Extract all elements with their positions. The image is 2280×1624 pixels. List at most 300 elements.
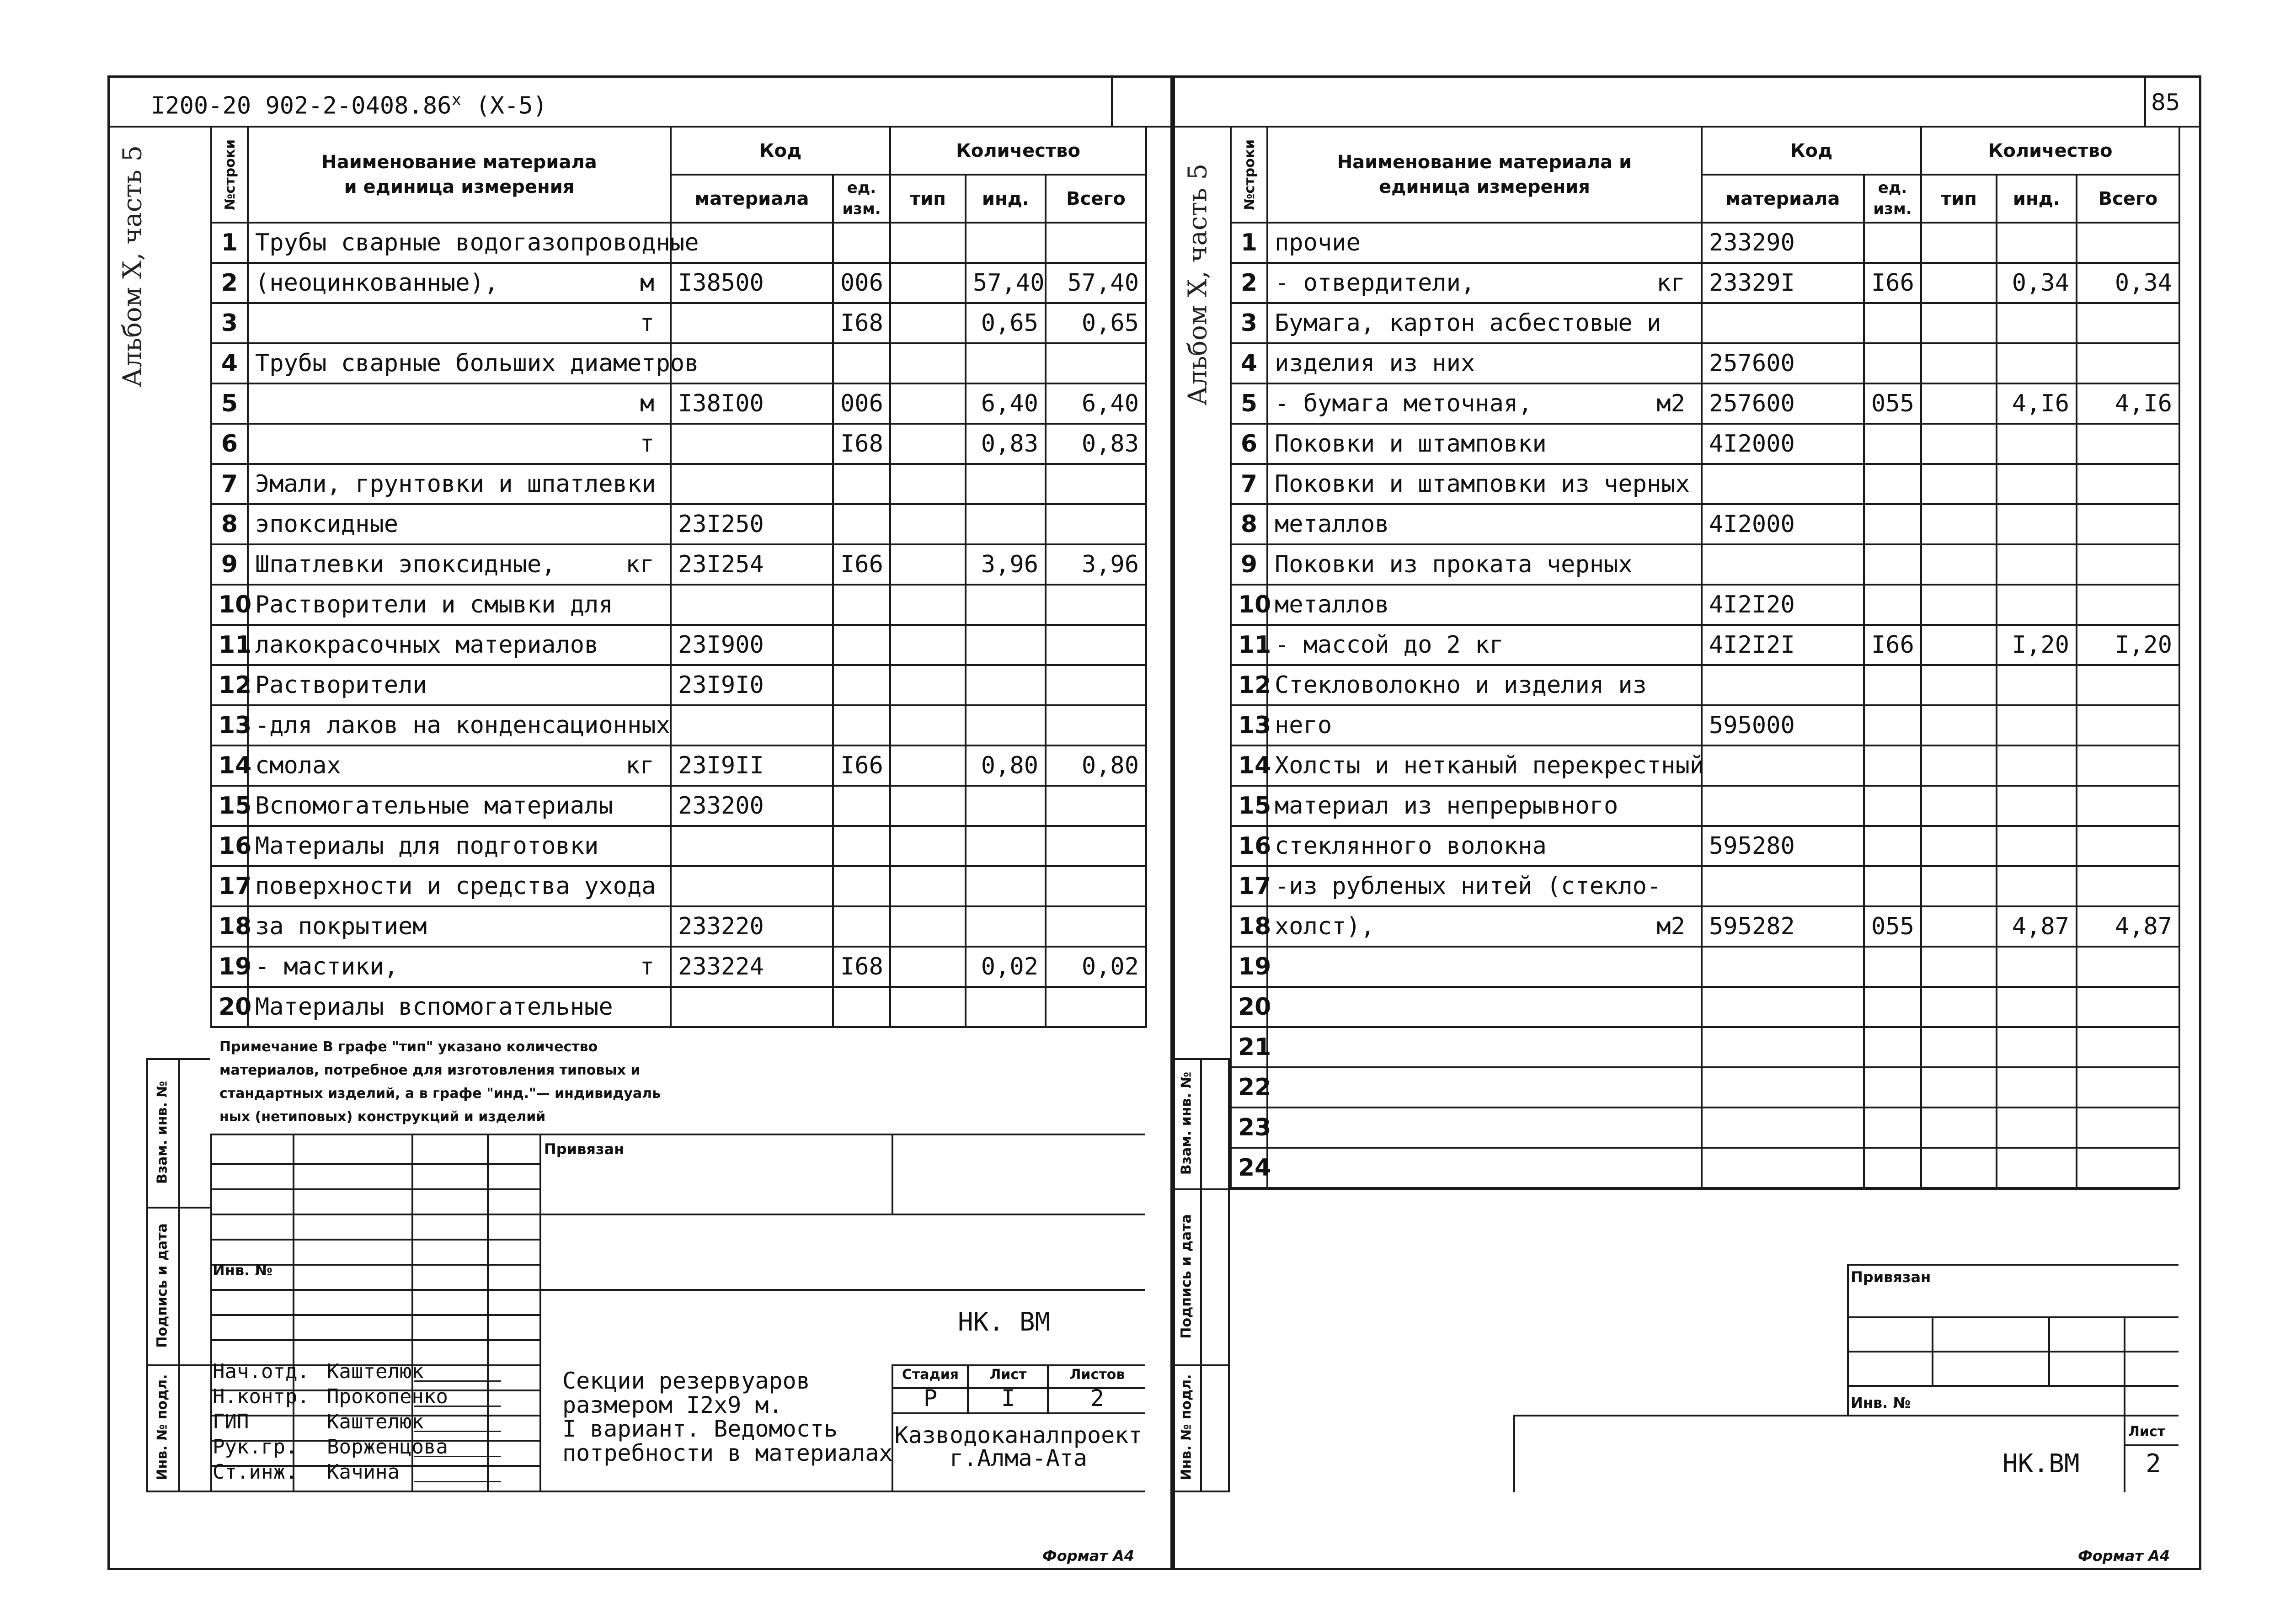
table-row	[1231, 504, 2179, 544]
table-row	[1231, 786, 2179, 826]
right-col-row-number: №строки	[1231, 127, 1267, 223]
material-code	[1702, 987, 1864, 1027]
row-number: 1	[211, 223, 248, 263]
unit-code	[1864, 585, 1921, 625]
material-code	[1702, 303, 1864, 343]
qty-individual	[1997, 464, 2077, 504]
row-number: 6	[211, 424, 248, 464]
material-code: 233200	[671, 786, 833, 826]
material-code	[671, 424, 833, 464]
qty-total	[1046, 906, 1146, 947]
table-row	[211, 303, 1146, 343]
material-name-text: Вспомогательные материалы	[255, 792, 613, 820]
table-row	[211, 585, 1146, 625]
qty-individual	[966, 987, 1046, 1027]
tb-line-c	[892, 1364, 1145, 1366]
qty-individual	[1997, 665, 2077, 705]
table-row	[211, 665, 1146, 705]
qty-type	[1921, 906, 1997, 947]
role-label: ГИП	[213, 1410, 249, 1433]
unit-of-measure: кг	[625, 551, 654, 578]
qty-individual: 0,80	[966, 745, 1046, 786]
table-row	[1231, 383, 2179, 424]
right-header-divider	[2144, 75, 2146, 126]
row-number: 18	[1231, 906, 1267, 947]
qty-total	[2077, 1027, 2179, 1067]
unit-code: I66	[833, 544, 890, 585]
material-code	[671, 705, 833, 745]
right-stamp-inv: Инв. № подл.	[1178, 1374, 1195, 1480]
qty-individual	[966, 343, 1046, 383]
row-number: 12	[1231, 665, 1267, 705]
qty-total: 0,80	[1046, 745, 1146, 786]
table-row	[211, 866, 1146, 906]
material-code	[1702, 1108, 1864, 1148]
stage-value: Р	[923, 1385, 938, 1411]
qty-total	[1046, 826, 1146, 866]
left-privyazan: Привязан	[544, 1140, 625, 1158]
material-name-text: Материалы для подготовки	[255, 832, 599, 860]
col-code-material: материала	[671, 175, 833, 223]
qty-type	[890, 665, 966, 705]
qty-total: 0,65	[1046, 303, 1146, 343]
material-name	[1267, 826, 1702, 866]
signature-mark	[414, 1383, 509, 1407]
sheet-label: Лист	[989, 1367, 1027, 1383]
left-stamp-vzam: Взам. инв. №	[154, 1081, 171, 1184]
qty-type	[1921, 343, 1997, 383]
role-label: Нач.отд.	[213, 1360, 310, 1383]
sig-row-line	[210, 1239, 539, 1241]
col-qty-total: Всего	[1046, 175, 1146, 223]
material-name	[1267, 223, 1702, 263]
material-name	[248, 343, 699, 383]
table-row	[1231, 866, 2179, 906]
material-name	[1267, 263, 1702, 303]
row-number: 10	[1231, 585, 1267, 625]
qty-type	[890, 424, 966, 464]
qty-individual	[966, 665, 1046, 705]
unit-code	[833, 585, 890, 625]
row-number: 4	[1231, 343, 1267, 383]
table-row	[1231, 1108, 2179, 1148]
table-row	[211, 464, 1146, 504]
material-name	[1267, 1108, 1702, 1148]
material-code	[671, 464, 833, 504]
table-row	[1231, 947, 2179, 987]
qty-individual	[1997, 223, 2077, 263]
sheets-value: 2	[1090, 1385, 1105, 1411]
table-row	[1231, 625, 2179, 665]
sig-row-line	[210, 1188, 539, 1190]
material-name-text: - массой до 2 кг	[1275, 631, 1504, 659]
table-row	[1231, 705, 2179, 745]
unit-code	[1864, 544, 1921, 585]
left-stamp-line-2	[146, 1364, 210, 1366]
row-number: 2	[211, 263, 248, 303]
unit-code	[1864, 1108, 1921, 1148]
material-code	[671, 826, 833, 866]
row-number: 8	[211, 504, 248, 544]
qty-individual	[1997, 705, 2077, 745]
material-name	[248, 544, 671, 585]
unit-of-measure: м	[640, 269, 654, 297]
qty-type	[1921, 987, 1997, 1027]
qty-type	[1921, 625, 1997, 665]
table-row	[1231, 665, 2179, 705]
qty-individual: 4,I6	[1997, 383, 2077, 424]
unit-code: I68	[833, 947, 890, 987]
row-number: 14	[211, 745, 248, 786]
qty-individual: 0,83	[966, 424, 1046, 464]
qty-total	[1046, 705, 1146, 745]
qty-total	[1046, 585, 1146, 625]
unit-code	[833, 866, 890, 906]
unit-code	[1864, 504, 1921, 544]
qty-total	[2077, 947, 2179, 987]
unit-code	[833, 705, 890, 745]
row-number: 5	[1231, 383, 1267, 424]
table-row	[211, 424, 1146, 464]
unit-code: I66	[833, 745, 890, 786]
left-doc-title: Секции резервуаров размером I2x9 м. I вариант. Ведомость потребности в материалах	[562, 1368, 893, 1466]
row-number: 23	[1231, 1108, 1267, 1148]
qty-individual	[1997, 1148, 2077, 1188]
qty-type	[890, 705, 966, 745]
qty-type	[1921, 1027, 1997, 1067]
material-code	[671, 987, 833, 1027]
unit-code	[1864, 665, 1921, 705]
qty-individual	[966, 625, 1046, 665]
material-code: 257600	[1702, 343, 1864, 383]
qty-total	[2077, 585, 2179, 625]
material-code: 23I254	[671, 544, 833, 585]
material-name-text: Растворители	[255, 671, 427, 699]
row-number: 9	[1231, 544, 1267, 585]
right-inv-no: Инв. №	[1851, 1394, 1911, 1411]
left-album-label: Альбом X, часть 5	[117, 145, 148, 388]
material-name	[248, 826, 671, 866]
unit-code: I66	[1864, 625, 1921, 665]
left-inv-no: Инв. №	[213, 1262, 272, 1279]
col-code: Код	[671, 127, 890, 175]
material-name-text: Стекловолокно и изделия из	[1275, 671, 1647, 699]
table-row	[1231, 464, 2179, 504]
left-header-divider	[1111, 75, 1113, 126]
row-number: 16	[1231, 826, 1267, 866]
qty-type	[890, 585, 966, 625]
left-stamp-line-1	[146, 1207, 210, 1209]
qty-total: 0,02	[1046, 947, 1146, 987]
material-code	[1702, 665, 1864, 705]
qty-individual	[1997, 303, 2077, 343]
qty-type	[890, 223, 966, 263]
signature-mark	[414, 1358, 509, 1382]
qty-individual	[1997, 1108, 2077, 1148]
unit-of-measure: кг	[1656, 269, 1685, 297]
qty-total: 0,34	[2077, 263, 2179, 303]
left-note: Примечание В графе "тип" указано количество материалов, потребное для изготовления типовых и стандартных изделий, а в графе "инд."— индивидуаль ных (нетиповых) конструкций и изделий	[219, 1039, 661, 1125]
row-number: 14	[1231, 745, 1267, 786]
material-code	[1702, 786, 1864, 826]
right-code-mark: НК.ВМ	[2002, 1449, 2080, 1479]
qty-type	[1921, 1148, 1997, 1188]
material-name	[248, 303, 671, 343]
table-row	[1231, 585, 2179, 625]
material-code: 23I900	[671, 625, 833, 665]
right-col-quantity: Количество	[1921, 127, 2179, 175]
material-name	[1267, 383, 1702, 424]
signature-mark	[414, 1458, 509, 1482]
qty-type	[1921, 947, 1997, 987]
qty-total	[2077, 504, 2179, 544]
qty-total: 0,83	[1046, 424, 1146, 464]
right-stamp-line-1	[1173, 1188, 1230, 1190]
col-qty-ind: инд.	[966, 175, 1046, 223]
unit-code: 006	[833, 263, 890, 303]
tb-line-b	[539, 1289, 1145, 1291]
unit-code	[1864, 343, 1921, 383]
material-name-text: Поковки и штамповки из черных	[1275, 470, 1690, 498]
row-number: 5	[211, 383, 248, 424]
unit-code	[1864, 464, 1921, 504]
qty-total	[1046, 665, 1146, 705]
sig-row-line	[210, 1289, 539, 1291]
qty-individual	[1997, 947, 2077, 987]
qty-individual	[966, 223, 1046, 263]
qty-type	[890, 987, 966, 1027]
sig-row-line	[210, 1314, 539, 1316]
material-name-text: Поковки и штамповки	[1275, 430, 1547, 458]
tb-line-a	[539, 1214, 1145, 1215]
qty-total	[2077, 665, 2179, 705]
material-code: 233220	[671, 906, 833, 947]
right-stamp-line-2	[1173, 1364, 1230, 1366]
material-name-text: лакокрасочных материалов	[255, 631, 599, 659]
material-name-text: Эмали, грунтовки и шпатлевки	[255, 470, 656, 498]
right-col-qty-type: тип	[1921, 175, 1997, 223]
material-name	[248, 906, 671, 947]
unit-code: 055	[1864, 383, 1921, 424]
material-name	[1267, 544, 1702, 585]
material-name-text: металлов	[1275, 511, 1389, 538]
right-format: Формат А4	[2078, 1547, 2170, 1565]
unit-code	[833, 665, 890, 705]
material-name-text: - бумага меточная,	[1275, 390, 1532, 417]
qty-total	[2077, 1067, 2179, 1108]
material-name-text: Шпатлевки эпоксидные,	[255, 551, 556, 578]
material-name-text: -из рубленых нитей (стекло-	[1275, 873, 1661, 900]
material-name	[1267, 866, 1702, 906]
col-material-name: Наименование материала и единица измерения	[248, 127, 671, 223]
material-name	[248, 223, 699, 263]
right-col-code: Код	[1702, 127, 1921, 175]
material-name-text: Растворители и смывки для	[255, 591, 613, 618]
tb-divider-e	[1047, 1364, 1049, 1412]
qty-individual	[1997, 745, 2077, 786]
unit-of-measure: т	[640, 953, 654, 980]
row-number: 20	[211, 987, 248, 1027]
unit-code	[1864, 424, 1921, 464]
qty-type	[890, 786, 966, 826]
table-row	[1231, 745, 2179, 786]
unit-of-measure: т	[640, 309, 654, 337]
unit-code	[1864, 1148, 1921, 1188]
row-number: 17	[1231, 866, 1267, 906]
qty-type	[1921, 263, 1997, 303]
col-row-number: №строки	[211, 127, 248, 223]
unit-code	[1864, 826, 1921, 866]
material-code	[1702, 544, 1864, 585]
material-name	[1267, 947, 1702, 987]
qty-total: I,20	[2077, 625, 2179, 665]
qty-total	[1046, 343, 1146, 383]
material-code: 23I250	[671, 504, 833, 544]
row-number: 13	[211, 705, 248, 745]
material-code	[671, 303, 833, 343]
table-row	[1231, 263, 2179, 303]
material-name-text: -для лаков на конденсационных	[255, 712, 670, 739]
row-number: 7	[1231, 464, 1267, 504]
material-name	[1267, 786, 1702, 826]
qty-total	[2077, 826, 2179, 866]
table-row	[1231, 343, 2179, 383]
qty-total	[2077, 343, 2179, 383]
material-code	[671, 866, 833, 906]
material-name	[1267, 987, 1702, 1027]
qty-total	[1046, 625, 1146, 665]
material-name	[248, 424, 671, 464]
table-row	[211, 745, 1146, 786]
table-row	[1231, 1148, 2179, 1188]
row-number: 18	[211, 906, 248, 947]
unit-code: I68	[833, 303, 890, 343]
sheets-label: Листов	[1069, 1367, 1125, 1383]
unit-of-measure: кг	[625, 752, 654, 779]
right-album-label: Альбом X, часть 5	[1183, 163, 1213, 406]
material-name-text: стеклянного волокна	[1275, 832, 1547, 860]
right-stamp-podpis: Подпись и дата	[1178, 1214, 1195, 1339]
table-row	[1231, 906, 2179, 947]
qty-individual	[966, 504, 1046, 544]
table-row	[211, 947, 1146, 987]
qty-type	[1921, 303, 1997, 343]
qty-individual	[966, 705, 1046, 745]
qty-type	[890, 906, 966, 947]
unit-code: 055	[1864, 906, 1921, 947]
qty-type	[1921, 504, 1997, 544]
qty-total	[2077, 464, 2179, 504]
material-name-text: материал из непрерывного	[1275, 792, 1618, 820]
table-row	[211, 826, 1146, 866]
material-code: I38500	[671, 263, 833, 303]
right-sheet-value: 2	[2146, 1449, 2161, 1479]
material-code: 4I2000	[1702, 424, 1864, 464]
qty-type	[890, 383, 966, 424]
qty-individual	[1997, 585, 2077, 625]
table-row	[1231, 544, 2179, 585]
role-label: Ст.инж.	[213, 1460, 298, 1484]
left-format: Формат А4	[1042, 1547, 1135, 1565]
material-code	[1702, 464, 1864, 504]
qty-total	[2077, 1148, 2179, 1188]
unit-code	[1864, 786, 1921, 826]
material-code	[1702, 866, 1864, 906]
unit-code	[833, 625, 890, 665]
row-number: 11	[1231, 625, 1267, 665]
right-privyazan: Привязан	[1851, 1268, 1931, 1286]
material-name-text: изделия из них	[1275, 350, 1475, 377]
row-number: 17	[211, 866, 248, 906]
material-name-text: эпоксидные	[255, 511, 399, 538]
qty-total	[1046, 786, 1146, 826]
qty-individual	[1997, 786, 2077, 826]
qty-individual	[1997, 987, 2077, 1027]
material-code: 595282	[1702, 906, 1864, 947]
qty-individual: 6,40	[966, 383, 1046, 424]
material-name	[248, 786, 671, 826]
left-stamp-inv: Инв. № подл.	[154, 1374, 171, 1480]
unit-code: 006	[833, 383, 890, 424]
row-number: 6	[1231, 424, 1267, 464]
material-code	[671, 585, 833, 625]
table-row	[1231, 987, 2179, 1027]
right-stamp-vzam: Взам. инв. №	[1178, 1071, 1195, 1175]
qty-individual	[966, 906, 1046, 947]
material-name-text: (неоцинкованные),	[255, 269, 499, 297]
row-number: 13	[1231, 705, 1267, 745]
material-code	[1702, 1027, 1864, 1067]
qty-type	[1921, 826, 1997, 866]
material-name	[1267, 504, 1702, 544]
right-tb-line-4	[2124, 1444, 2179, 1446]
row-number: 22	[1231, 1067, 1267, 1108]
tb-divider-b	[892, 1134, 893, 1214]
table-row	[1231, 223, 2179, 263]
table-row	[211, 383, 1146, 424]
unit-code	[1864, 947, 1921, 987]
right-col-code-material: материала	[1702, 175, 1864, 223]
qty-type	[1921, 665, 1997, 705]
tb-divider-a	[539, 1134, 541, 1492]
tb-line-e	[892, 1412, 1145, 1414]
row-number: 9	[211, 544, 248, 585]
qty-type	[890, 343, 966, 383]
qty-total	[2077, 987, 2179, 1027]
material-name	[1267, 745, 1702, 786]
material-name	[248, 263, 671, 303]
qty-individual	[1997, 866, 2077, 906]
person-name: Каштелюк	[327, 1410, 424, 1433]
right-bottom-area-line	[1230, 1188, 2179, 1190]
material-name	[248, 464, 671, 504]
unit-code	[833, 826, 890, 866]
row-number: 2	[1231, 263, 1267, 303]
right-col-qty-ind: инд.	[1997, 175, 2077, 223]
sig-row-line	[210, 1163, 539, 1165]
unit-code	[1864, 745, 1921, 786]
table-row	[211, 786, 1146, 826]
qty-individual	[1997, 1027, 2077, 1067]
qty-total	[2077, 786, 2179, 826]
qty-total	[2077, 544, 2179, 585]
material-name-text: холст),	[1275, 913, 1375, 940]
col-code-unit: ед. изм.	[833, 175, 890, 223]
material-name-text: Трубы сварные водогазопроводные	[255, 229, 699, 256]
right-tb-line-3	[1847, 1385, 2179, 1387]
material-name	[1267, 464, 1702, 504]
qty-individual: I,20	[1997, 625, 2077, 665]
